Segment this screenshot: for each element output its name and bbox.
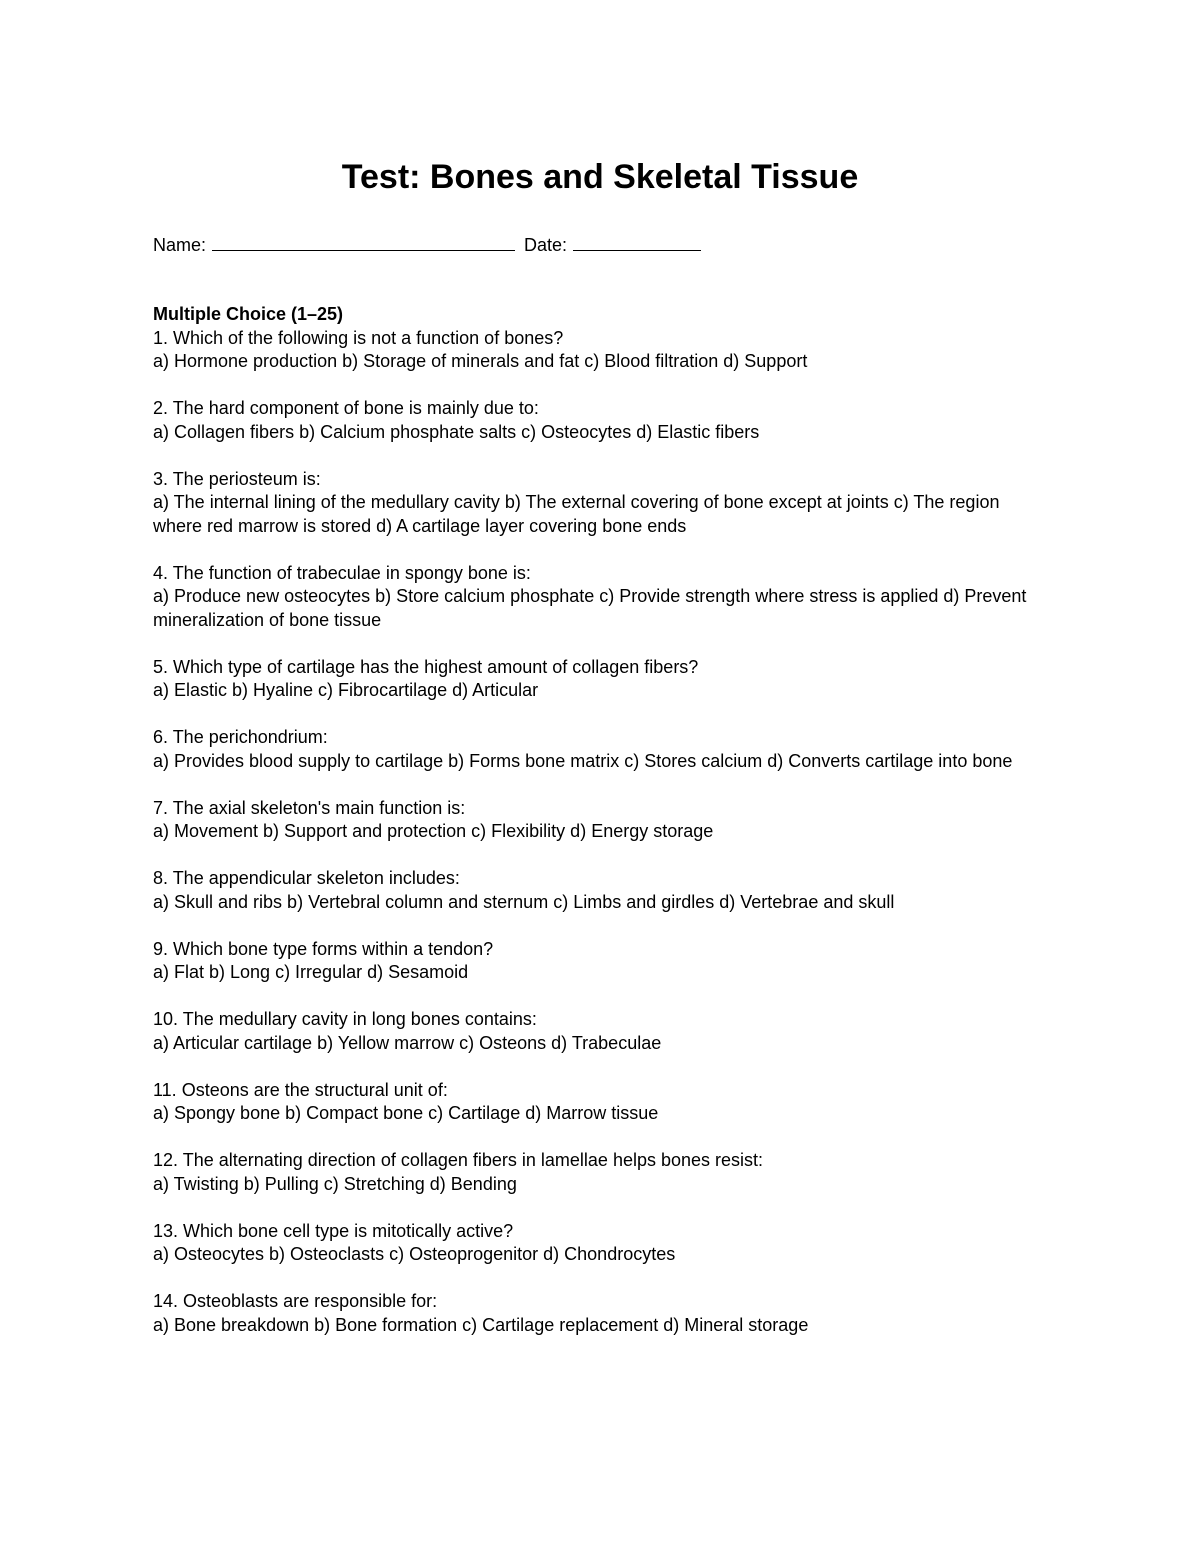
question-item <box>153 938 1053 985</box>
question-text: 7. The axial skeleton's main function is: <box>153 797 466 818</box>
answer-options: a) Spongy bone b) Compact bone c) Cartilage d) Marrow tissue <box>153 1103 659 1123</box>
question-text: 2. The hard component of bone is mainly due to: <box>153 398 539 418</box>
question-text: 12. The alternating direction of collagen fibers in lamellae helps bones resist: <box>153 1150 764 1170</box>
question-item <box>153 726 1053 773</box>
question-text: 9. Which bone type forms within a tendon? <box>153 938 494 959</box>
question-text: 4. The function of trabeculae in spongy bone is: <box>153 562 531 583</box>
question-text: 5. Which type of cartilage has the highest amount of collagen fibers? <box>153 656 699 677</box>
answer-options: a) Bone breakdown b) Bone formation c) Cartilage replacement d) Mineral storage <box>153 1314 809 1335</box>
question-item <box>153 656 1053 703</box>
question-item <box>153 562 1053 633</box>
answer-options: a) Twisting b) Pulling c) Stretching d) Bending <box>153 1173 517 1194</box>
answer-options: a) Hormone production b) Storage of minerals and fat c) Blood filtration d) Support <box>153 351 808 371</box>
question-item <box>153 1008 1053 1055</box>
question-item <box>153 397 1053 444</box>
page-title: Test: Bones and Skeletal Tissue <box>341 158 859 196</box>
question-text: 6. The perichondrium: <box>153 727 328 747</box>
answer-options: a) Flat b) Long c) Irregular d) Sesamoid <box>153 962 469 982</box>
question-item <box>153 1079 1053 1126</box>
question-item <box>153 1290 1053 1337</box>
date-label: Date: <box>524 235 568 255</box>
question-text: 10. The medullary cavity in long bones contains: <box>153 1009 537 1029</box>
question-text: 3. The periosteum is: <box>153 468 321 489</box>
section-heading: Multiple Choice (1–25) <box>153 304 344 324</box>
answer-options: a) The internal lining of the medullary cavity b) The external covering of bone except at joints c) The region where red marrow is stored d) A cartilage layer covering bone ends <box>153 492 1000 536</box>
question-item <box>153 797 1053 844</box>
question-item <box>153 1220 1053 1267</box>
name-date-row <box>153 232 705 257</box>
question-text: 13. Which bone cell type is mitotically active? <box>153 1220 514 1241</box>
answer-options: a) Provides blood supply to cartilage b) Forms bone matrix c) Stores calcium d) Converts cartilage into bone <box>153 750 1013 771</box>
date-field[interactable] <box>573 232 701 251</box>
question-text: 11. Osteons are the structural unit of: <box>153 1079 448 1100</box>
name-label: Name: <box>153 235 207 255</box>
question-item <box>153 867 1053 914</box>
answer-options: a) Produce new osteocytes b) Store calcium phosphate c) Provide strength where stress is applied d) Prevent mineralization of bone tissue <box>153 586 1027 630</box>
question-item <box>153 1149 1053 1196</box>
question-text: 8. The appendicular skeleton includes: <box>153 868 460 888</box>
question-text: 1. Which of the following is not a function of bones? <box>153 327 564 348</box>
answer-options: a) Articular cartilage b) Yellow marrow c) Osteons d) Trabeculae <box>153 1032 662 1053</box>
answer-options: a) Elastic b) Hyaline c) Fibrocartilage d) Articular <box>153 680 539 700</box>
question-list <box>153 303 1053 1361</box>
name-field[interactable] <box>212 232 515 251</box>
question-text: 14. Osteoblasts are responsible for: <box>153 1291 438 1311</box>
question-item <box>153 468 1053 539</box>
answer-options: a) Osteocytes b) Osteoclasts c) Osteoprogenitor d) Chondrocytes <box>153 1244 676 1264</box>
answer-options: a) Movement b) Support and protection c) Flexibility d) Energy storage <box>153 821 714 841</box>
answer-options: a) Skull and ribs b) Vertebral column and sternum c) Limbs and girdles d) Vertebrae and skull <box>153 891 895 912</box>
question-item <box>153 327 1053 374</box>
answer-options: a) Collagen fibers b) Calcium phosphate salts c) Osteocytes d) Elastic fibers <box>153 421 760 442</box>
